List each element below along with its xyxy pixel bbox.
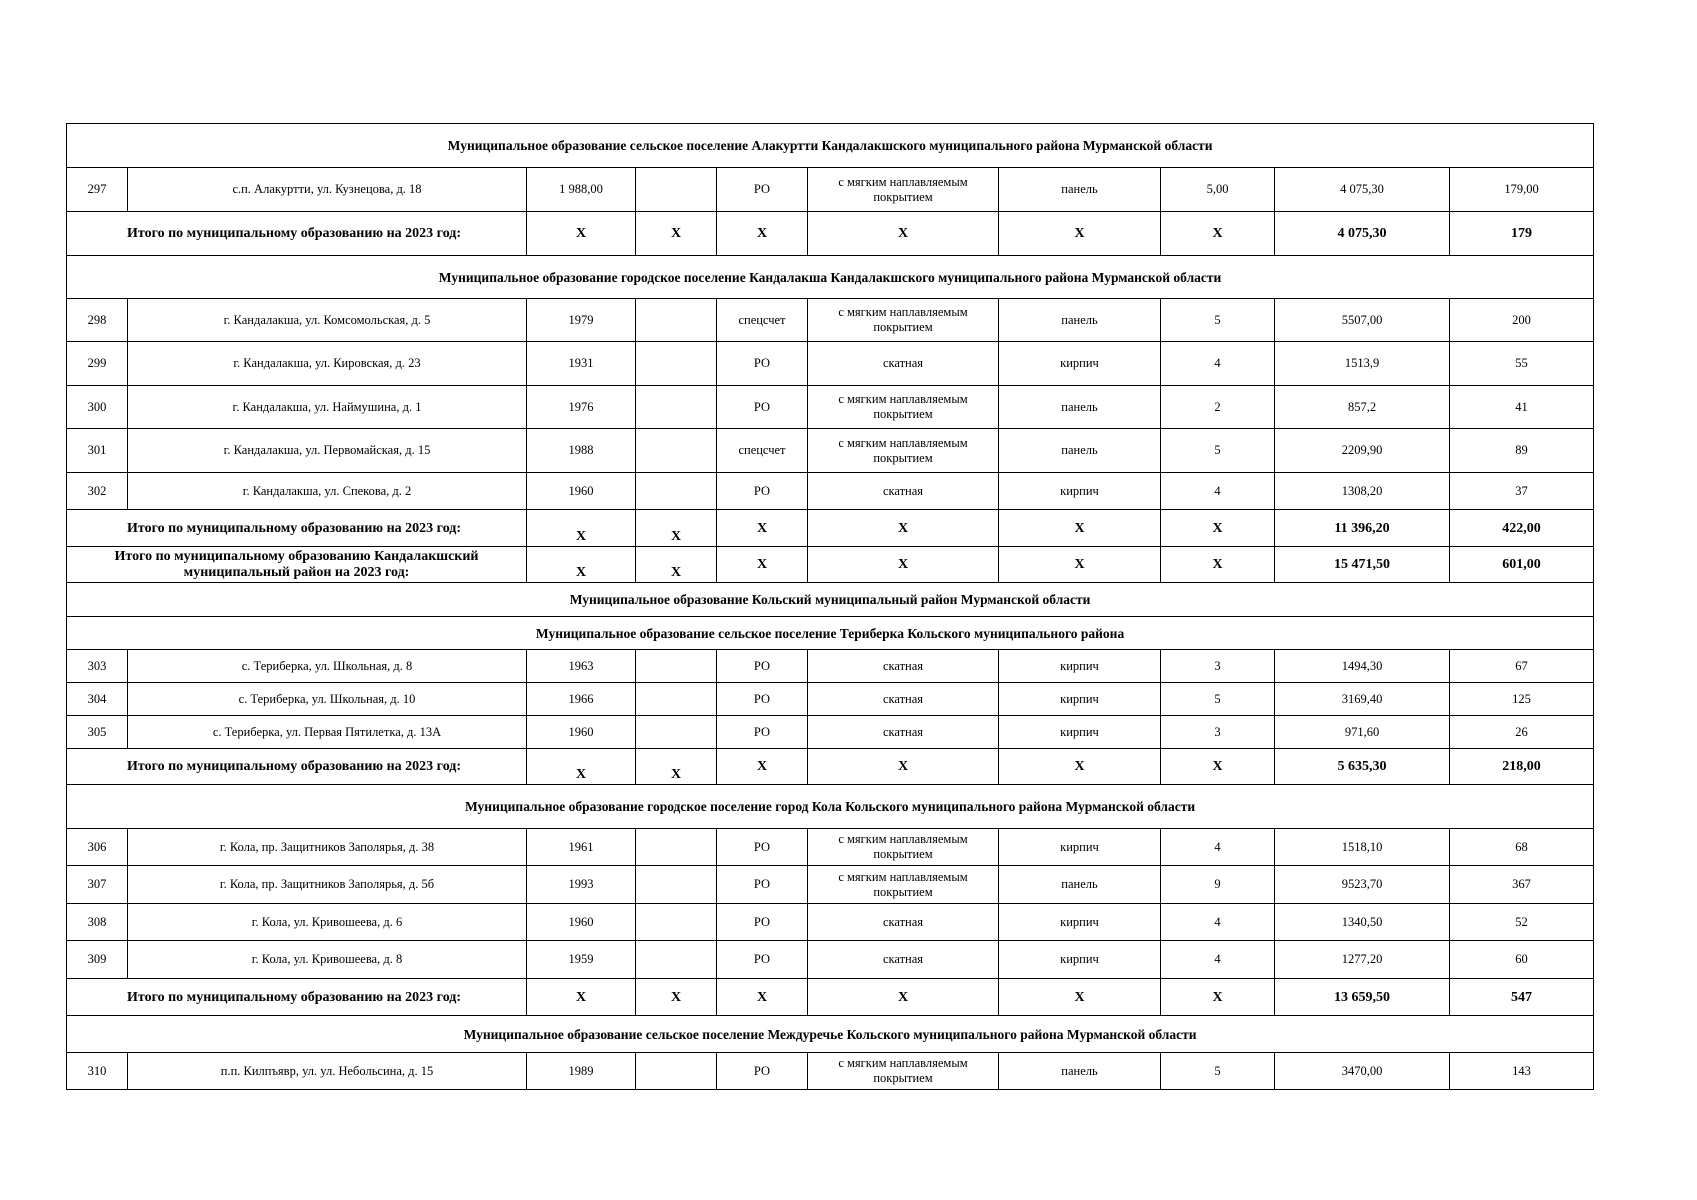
x-mark: X	[527, 749, 636, 785]
total-residents: 601,00	[1450, 547, 1594, 583]
year: 1931	[527, 342, 636, 386]
x-mark: X	[717, 510, 808, 547]
row-number: 304	[67, 683, 128, 716]
empty-cell	[636, 386, 717, 429]
x-mark: X	[808, 547, 999, 583]
row-number: 306	[67, 829, 128, 866]
address: с.п. Алакуртти, ул. Кузнецова, д. 18	[128, 168, 527, 212]
wall-material: панель	[999, 429, 1161, 473]
total-area: 11 396,20	[1275, 510, 1450, 547]
residents: 200	[1450, 299, 1594, 342]
year: 1966	[527, 683, 636, 716]
roof-type: скатная	[808, 904, 999, 941]
row-number: 303	[67, 650, 128, 683]
empty-cell	[636, 299, 717, 342]
district-total-label: Итого по муниципальному образованию Кандалакшский муниципальный район на 2023 год:	[67, 547, 527, 583]
x-mark: X	[527, 212, 636, 256]
housing-table	[66, 123, 1594, 1090]
wall-material: кирпич	[999, 650, 1161, 683]
section-title: Муниципальное образование сельское поселение Алакуртти Кандалакшского муниципального района Мурманской области	[67, 124, 1594, 168]
empty-cell	[636, 650, 717, 683]
area: 1277,20	[1275, 941, 1450, 979]
address: г. Кола, ул. Кривошеева, д. 8	[128, 941, 527, 979]
section-header-mezhdurechye	[67, 1016, 1594, 1053]
method: РО	[717, 1053, 808, 1090]
method: РО	[717, 342, 808, 386]
year: 1989	[527, 1053, 636, 1090]
year: 1959	[527, 941, 636, 979]
roof-type: скатная	[808, 716, 999, 749]
method: РО	[717, 829, 808, 866]
x-mark: X	[999, 979, 1161, 1016]
roof-type: скатная	[808, 473, 999, 510]
floors: 4	[1161, 829, 1275, 866]
empty-cell	[636, 473, 717, 510]
x-mark: X	[636, 749, 717, 785]
year: 1 988,00	[527, 168, 636, 212]
roof-type: с мягким наплавляемым покрытием	[808, 299, 999, 342]
x-mark: X	[717, 547, 808, 583]
x-mark: X	[527, 510, 636, 547]
year: 1988	[527, 429, 636, 473]
floors: 5	[1161, 429, 1275, 473]
table-row	[67, 904, 1594, 941]
address: п.п. Килпъявр, ул. ул. Небольсина, д. 15	[128, 1053, 527, 1090]
total-area: 5 635,30	[1275, 749, 1450, 785]
roof-type: скатная	[808, 683, 999, 716]
floors: 2	[1161, 386, 1275, 429]
residents: 367	[1450, 866, 1594, 904]
floors: 9	[1161, 866, 1275, 904]
address: с. Териберка, ул. Школьная, д. 10	[128, 683, 527, 716]
empty-cell	[636, 716, 717, 749]
section-title: Муниципальное образование сельское поселение Междуречье Кольского муниципального района Мурманской области	[67, 1016, 1594, 1053]
table-row	[67, 299, 1594, 342]
empty-cell	[636, 683, 717, 716]
table-row	[67, 429, 1594, 473]
x-mark: X	[1161, 510, 1275, 547]
x-mark: X	[999, 212, 1161, 256]
x-mark: X	[999, 547, 1161, 583]
table-row	[67, 342, 1594, 386]
row-number: 299	[67, 342, 128, 386]
empty-cell	[636, 1053, 717, 1090]
x-mark: X	[717, 979, 808, 1016]
row-number: 307	[67, 866, 128, 904]
table-row	[67, 866, 1594, 904]
floors: 4	[1161, 342, 1275, 386]
method: РО	[717, 650, 808, 683]
method: РО	[717, 168, 808, 212]
x-mark: X	[717, 212, 808, 256]
area: 3169,40	[1275, 683, 1450, 716]
area: 971,60	[1275, 716, 1450, 749]
x-mark: X	[717, 749, 808, 785]
row-number: 302	[67, 473, 128, 510]
area: 2209,90	[1275, 429, 1450, 473]
method: РО	[717, 716, 808, 749]
area: 9523,70	[1275, 866, 1450, 904]
method: РО	[717, 473, 808, 510]
total-residents: 547	[1450, 979, 1594, 1016]
floors: 3	[1161, 716, 1275, 749]
residents: 125	[1450, 683, 1594, 716]
empty-cell	[636, 866, 717, 904]
address: г. Кандалакша, ул. Спекова, д. 2	[128, 473, 527, 510]
table-row	[67, 716, 1594, 749]
year: 1979	[527, 299, 636, 342]
wall-material: кирпич	[999, 473, 1161, 510]
roof-type: скатная	[808, 941, 999, 979]
area: 1518,10	[1275, 829, 1450, 866]
address: г. Кандалакша, ул. Кировская, д. 23	[128, 342, 527, 386]
wall-material: кирпич	[999, 829, 1161, 866]
area: 857,2	[1275, 386, 1450, 429]
floors: 4	[1161, 473, 1275, 510]
year: 1960	[527, 904, 636, 941]
area: 4 075,30	[1275, 168, 1450, 212]
wall-material: кирпич	[999, 904, 1161, 941]
floors: 5,00	[1161, 168, 1275, 212]
method: спецсчет	[717, 429, 808, 473]
year: 1993	[527, 866, 636, 904]
floors: 5	[1161, 1053, 1275, 1090]
table-row	[67, 683, 1594, 716]
residents: 52	[1450, 904, 1594, 941]
wall-material: кирпич	[999, 716, 1161, 749]
x-mark: X	[636, 979, 717, 1016]
wall-material: панель	[999, 866, 1161, 904]
year: 1960	[527, 473, 636, 510]
x-mark: X	[527, 979, 636, 1016]
total-area: 4 075,30	[1275, 212, 1450, 256]
method: РО	[717, 386, 808, 429]
residents: 26	[1450, 716, 1594, 749]
roof-type: с мягким наплавляемым покрытием	[808, 829, 999, 866]
x-mark: X	[1161, 979, 1275, 1016]
floors: 5	[1161, 683, 1275, 716]
total-row	[67, 510, 1594, 547]
x-mark: X	[1161, 547, 1275, 583]
section-title: Муниципальное образование сельское поселение Териберка Кольского муниципального района	[67, 617, 1594, 650]
table-row	[67, 1053, 1594, 1090]
address: г. Кола, пр. Защитников Заполярья, д. 38	[128, 829, 527, 866]
x-mark: X	[808, 749, 999, 785]
wall-material: панель	[999, 1053, 1161, 1090]
x-mark: X	[808, 212, 999, 256]
year: 1976	[527, 386, 636, 429]
row-number: 301	[67, 429, 128, 473]
table-row	[67, 650, 1594, 683]
x-mark: X	[808, 510, 999, 547]
empty-cell	[636, 342, 717, 386]
total-area: 13 659,50	[1275, 979, 1450, 1016]
area: 1340,50	[1275, 904, 1450, 941]
method: РО	[717, 683, 808, 716]
row-number: 298	[67, 299, 128, 342]
area: 3470,00	[1275, 1053, 1450, 1090]
address: г. Кола, пр. Защитников Заполярья, д. 5б	[128, 866, 527, 904]
floors: 4	[1161, 941, 1275, 979]
total-label: Итого по муниципальному образованию на 2023 год:	[67, 212, 527, 256]
section-header-kola	[67, 785, 1594, 829]
residents: 55	[1450, 342, 1594, 386]
x-mark: X	[636, 510, 717, 547]
residents: 143	[1450, 1053, 1594, 1090]
row-number: 297	[67, 168, 128, 212]
roof-type: скатная	[808, 342, 999, 386]
x-mark: X	[1161, 212, 1275, 256]
area: 1513,9	[1275, 342, 1450, 386]
x-mark: X	[808, 979, 999, 1016]
row-number: 310	[67, 1053, 128, 1090]
residents: 37	[1450, 473, 1594, 510]
wall-material: панель	[999, 168, 1161, 212]
x-mark: X	[527, 547, 636, 583]
total-row	[67, 212, 1594, 256]
wall-material: панель	[999, 386, 1161, 429]
address: с. Териберка, ул. Первая Пятилетка, д. 13А	[128, 716, 527, 749]
area: 1494,30	[1275, 650, 1450, 683]
area: 5507,00	[1275, 299, 1450, 342]
table-row	[67, 473, 1594, 510]
total-residents: 218,00	[1450, 749, 1594, 785]
table-row	[67, 829, 1594, 866]
residents: 67	[1450, 650, 1594, 683]
total-residents: 422,00	[1450, 510, 1594, 547]
row-number: 300	[67, 386, 128, 429]
residents: 68	[1450, 829, 1594, 866]
section-title: Муниципальное образование городское поселение Кандалакша Кандалакшского муниципального района Мурманской области	[67, 256, 1594, 299]
empty-cell	[636, 904, 717, 941]
empty-cell	[636, 168, 717, 212]
section-title: Муниципальное образование городское поселение город Кола Кольского муниципального района Мурманской области	[67, 785, 1594, 829]
residents: 89	[1450, 429, 1594, 473]
table-row	[67, 168, 1594, 212]
roof-type: с мягким наплавляемым покрытием	[808, 386, 999, 429]
total-row	[67, 749, 1594, 785]
wall-material: кирпич	[999, 941, 1161, 979]
address: г. Кандалакша, ул. Наймушина, д. 1	[128, 386, 527, 429]
year: 1960	[527, 716, 636, 749]
method: РО	[717, 904, 808, 941]
method: спецсчет	[717, 299, 808, 342]
row-number: 305	[67, 716, 128, 749]
floors: 3	[1161, 650, 1275, 683]
section-title: Муниципальное образование Кольский муниципальный район Мурманской области	[67, 583, 1594, 617]
district-total-row	[67, 547, 1594, 583]
address: г. Кола, ул. Кривошеева, д. 6	[128, 904, 527, 941]
year: 1963	[527, 650, 636, 683]
section-header-teriberka	[67, 617, 1594, 650]
table-row	[67, 386, 1594, 429]
floors: 4	[1161, 904, 1275, 941]
address: г. Кандалакша, ул. Первомайская, д. 15	[128, 429, 527, 473]
x-mark: X	[999, 749, 1161, 785]
row-number: 308	[67, 904, 128, 941]
roof-type: с мягким наплавляемым покрытием	[808, 168, 999, 212]
roof-type: с мягким наплавляемым покрытием	[808, 429, 999, 473]
section-header-alakurtti	[67, 124, 1594, 168]
total-label: Итого по муниципальному образованию на 2023 год:	[67, 979, 527, 1016]
wall-material: кирпич	[999, 683, 1161, 716]
year: 1961	[527, 829, 636, 866]
wall-material: кирпич	[999, 342, 1161, 386]
x-mark: X	[999, 510, 1161, 547]
floors: 5	[1161, 299, 1275, 342]
total-residents: 179	[1450, 212, 1594, 256]
x-mark: X	[1161, 749, 1275, 785]
empty-cell	[636, 429, 717, 473]
empty-cell	[636, 829, 717, 866]
x-mark: X	[636, 212, 717, 256]
roof-type: с мягким наплавляемым покрытием	[808, 1053, 999, 1090]
empty-cell	[636, 941, 717, 979]
residents: 41	[1450, 386, 1594, 429]
area: 1308,20	[1275, 473, 1450, 510]
method: РО	[717, 866, 808, 904]
residents: 179,00	[1450, 168, 1594, 212]
address: г. Кандалакша, ул. Комсомольская, д. 5	[128, 299, 527, 342]
roof-type: скатная	[808, 650, 999, 683]
residents: 60	[1450, 941, 1594, 979]
section-header-kandalaksha	[67, 256, 1594, 299]
total-row	[67, 979, 1594, 1016]
row-number: 309	[67, 941, 128, 979]
table-row	[67, 941, 1594, 979]
total-area: 15 471,50	[1275, 547, 1450, 583]
method: РО	[717, 941, 808, 979]
total-label: Итого по муниципальному образованию на 2023 год:	[67, 510, 527, 547]
total-label: Итого по муниципальному образованию на 2023 год:	[67, 749, 527, 785]
address: с. Териберка, ул. Школьная, д. 8	[128, 650, 527, 683]
section-header-kolsky	[67, 583, 1594, 617]
wall-material: панель	[999, 299, 1161, 342]
x-mark: X	[636, 547, 717, 583]
roof-type: с мягким наплавляемым покрытием	[808, 866, 999, 904]
